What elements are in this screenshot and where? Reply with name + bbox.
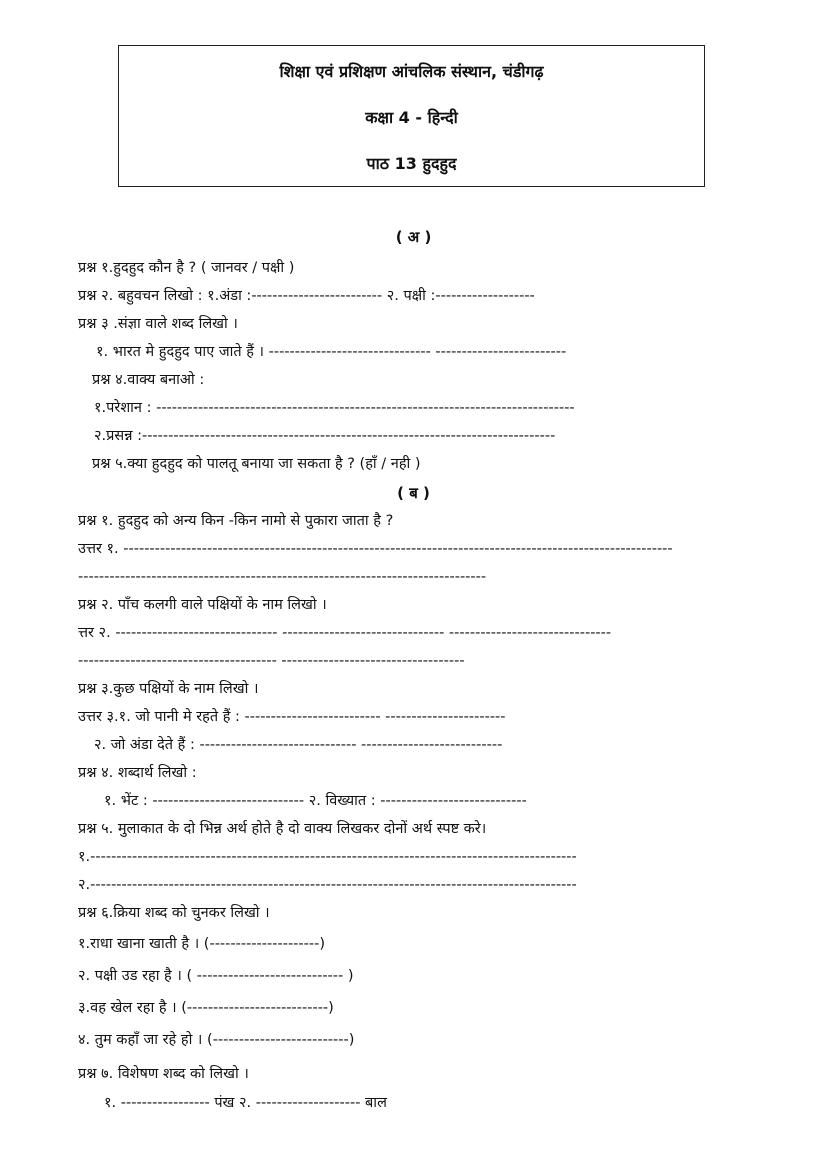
answer-b5-1: १.--------------------------------------------------------------------------------------------- xyxy=(78,849,577,865)
answer-b5-2: २.--------------------------------------------------------------------------------------------- xyxy=(78,877,577,893)
question-a5: प्रश्न ५.क्या हुदहुद को पालतू बनाया जा सकता है ? (हाँ / नही ) xyxy=(92,456,421,472)
question-a4: प्रश्न ४.वाक्य बनाओ : xyxy=(92,372,205,388)
answer-b4: १. भेंट : ----------------------------- २. विख्यात : ---------------------------- xyxy=(104,793,527,809)
class-subject: कक्षा 4 - हिन्दी xyxy=(365,108,458,127)
question-b3: प्रश्न ३.कुछ पक्षियों के नाम लिखो । xyxy=(78,681,259,697)
answer-b3-1: उत्तर ३.१. जो पानी मे रहते हैं : -------------------------- ----------------------- xyxy=(78,709,506,725)
lesson-title: पाठ 13 हुदहुद xyxy=(366,154,457,173)
answer-b6-3: ३.वह खेल रहा है । (---------------------------) xyxy=(78,1000,334,1016)
answer-b1-line2: ------------------------------------------------------------------------------ xyxy=(78,569,487,585)
question-b7: प्रश्न ७. विशेषण शब्द को लिखो । xyxy=(78,1066,249,1082)
question-b5: प्रश्न ५. मुलाकात के दो भिन्न अर्थ होते है दो वाक्य लिखकर दोनों अर्थ स्पष्ट करे। xyxy=(78,821,487,837)
answer-b3-2: २. जो अंडा देते हैं : ------------------------------ --------------------------- xyxy=(94,737,503,753)
section-a-heading: ( अ ) xyxy=(395,228,432,246)
answer-b6-1: १.राधा खाना खाती है । (---------------------) xyxy=(78,936,325,952)
header-box xyxy=(118,45,705,187)
answer-a4-2: २.प्रसन्न :------------------------------------------------------------------------------- xyxy=(94,428,556,444)
question-a2: प्रश्न २. बहुवचन लिखो : १.अंडा :------------------------- २. पक्षी :------------------- xyxy=(78,288,535,304)
question-a1: प्रश्न १.हुदहुद कौन है ? ( जानवर / पक्षी ) xyxy=(78,260,295,276)
question-b6: प्रश्न ६.क्रिया शब्द को चुनकर लिखो । xyxy=(78,905,270,921)
question-b4: प्रश्न ४. शब्दार्थ लिखो : xyxy=(78,765,197,781)
answer-b2-line2: -------------------------------------- ----------------------------------- xyxy=(78,653,465,669)
answer-a4-1: १.परेशान : -------------------------------------------------------------------------------- xyxy=(94,400,575,416)
question-a3: प्रश्न ३ .संज्ञा वाले शब्द लिखो । xyxy=(78,316,238,332)
answer-a3: १. भारत मे हुदहुद पाए जाते हैं । ------------------------------- ------------------------- xyxy=(96,344,567,360)
answer-b6-4: ४. तुम कहाँ जा रहे हो । (--------------------------) xyxy=(78,1032,355,1048)
question-b1: प्रश्न १. हुदहुद को अन्य किन -किन नामो से पुकारा जाता है ? xyxy=(78,513,394,529)
section-b-heading: ( ब ) xyxy=(397,484,430,502)
question-b2: प्रश्न २. पाँच कलगी वाले पक्षियों के नाम लिखो । xyxy=(78,597,327,613)
answer-b2-line1: त्तर २. ------------------------------- ------------------------------- ------------------------------- xyxy=(78,625,612,641)
answer-b1-line1: उत्तर १. --------------------------------------------------------------------------------------------------------- xyxy=(78,541,673,557)
institute-title: शिक्षा एवं प्रशिक्षण आंचलिक संस्थान, चंडीगढ़ xyxy=(279,62,544,81)
answer-b7: १. ----------------- पंख २. -------------------- बाल xyxy=(104,1095,387,1111)
answer-b6-2: २. पक्षी उड रहा है । ( ---------------------------- ) xyxy=(78,968,354,984)
